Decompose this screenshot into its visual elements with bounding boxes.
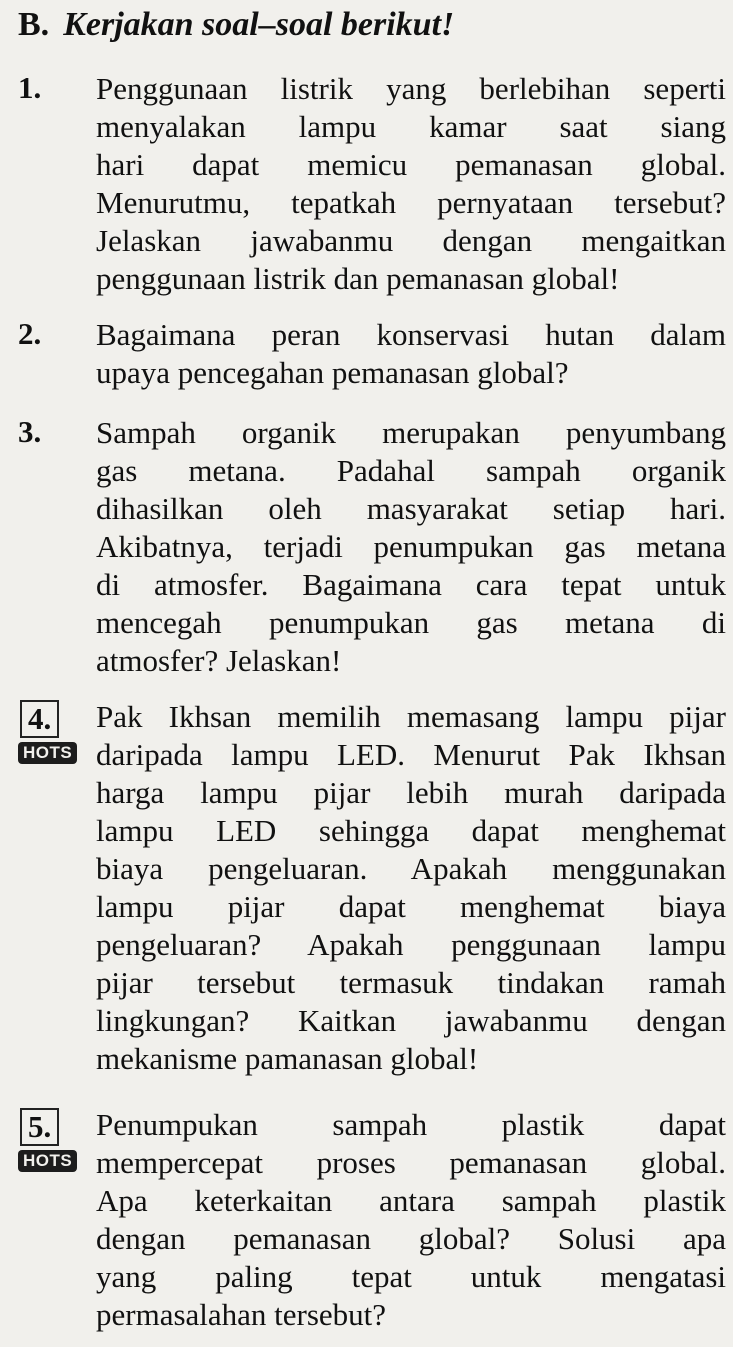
hots-badge: HOTS [18, 742, 77, 764]
question-line: menyalakan lampu kamar saat siang [96, 109, 726, 144]
question-number: 5. [20, 1108, 59, 1146]
question-line: di atmosfer. Bagaimana cara tepat untuk [96, 567, 726, 602]
question-number: 3. [18, 414, 42, 449]
question-line: hari dapat memicu pemanasan global. [96, 147, 726, 182]
section-title: Kerjakan soal–soal berikut! [63, 6, 455, 43]
question-line: upaya pencegahan pemanasan global? [96, 355, 569, 390]
question-line: lampu pijar dapat menghemat biaya [96, 889, 726, 924]
question-line: Jelaskan jawabanmu dengan mengaitkan [96, 223, 726, 258]
question-line: pengeluaran? Apakah penggunaan lampu [96, 927, 726, 962]
question-line: Penumpukan sampah plastik dapat [96, 1107, 726, 1142]
question-number: 4. [20, 700, 59, 738]
question-line: Penggunaan listrik yang berlebihan seperti [96, 71, 726, 106]
question-line: Bagaimana peran konservasi hutan dalam [96, 317, 726, 352]
question-line: gas metana. Padahal sampah organik [96, 453, 726, 488]
question-line: mekanisme pamanasan global! [96, 1041, 479, 1076]
question-number: 2. [18, 316, 42, 351]
question-line: pijar tersebut termasuk tindakan ramah [96, 965, 726, 1000]
section-heading [18, 6, 454, 44]
question-text [96, 70, 726, 298]
question-line: daripada lampu LED. Menurut Pak Ikhsan [96, 737, 726, 772]
question-line: permasalahan tersebut? [96, 1297, 387, 1332]
section-letter: B. [18, 6, 50, 43]
question-line: dihasilkan oleh masyarakat setiap hari. [96, 491, 726, 526]
question-line: yang paling tepat untuk mengatasi [96, 1259, 726, 1294]
question-line: atmosfer? Jelaskan! [96, 643, 342, 678]
question-line: Apa keterkaitan antara sampah plastik [96, 1183, 726, 1218]
question-line: lampu LED sehingga dapat menghemat [96, 813, 726, 848]
question-line: lingkungan? Kaitkan jawabanmu dengan [96, 1003, 726, 1038]
question-text [96, 1106, 726, 1334]
question-line: dengan pemanasan global? Solusi apa [96, 1221, 726, 1256]
hots-badge: HOTS [18, 1150, 77, 1172]
question-line: penggunaan listrik dan pemanasan global! [96, 261, 620, 296]
question-line: biaya pengeluaran. Apakah menggunakan [96, 851, 726, 886]
question-text [96, 698, 726, 1078]
question-line: Akibatnya, terjadi penumpukan gas metana [96, 529, 726, 564]
question-text [96, 316, 726, 392]
question-line: harga lampu pijar lebih murah daripada [96, 775, 726, 810]
question-number: 1. [18, 70, 42, 105]
question-line: Menurutmu, tepatkah pernyataan tersebut? [96, 185, 726, 220]
question-line: Pak Ikhsan memilih memasang lampu pijar [96, 699, 726, 734]
question-line: Sampah organik merupakan penyumbang [96, 415, 726, 450]
question-line: mencegah penumpukan gas metana di [96, 605, 726, 640]
question-line: mempercepat proses pemanasan global. [96, 1145, 726, 1180]
question-text [96, 414, 726, 680]
